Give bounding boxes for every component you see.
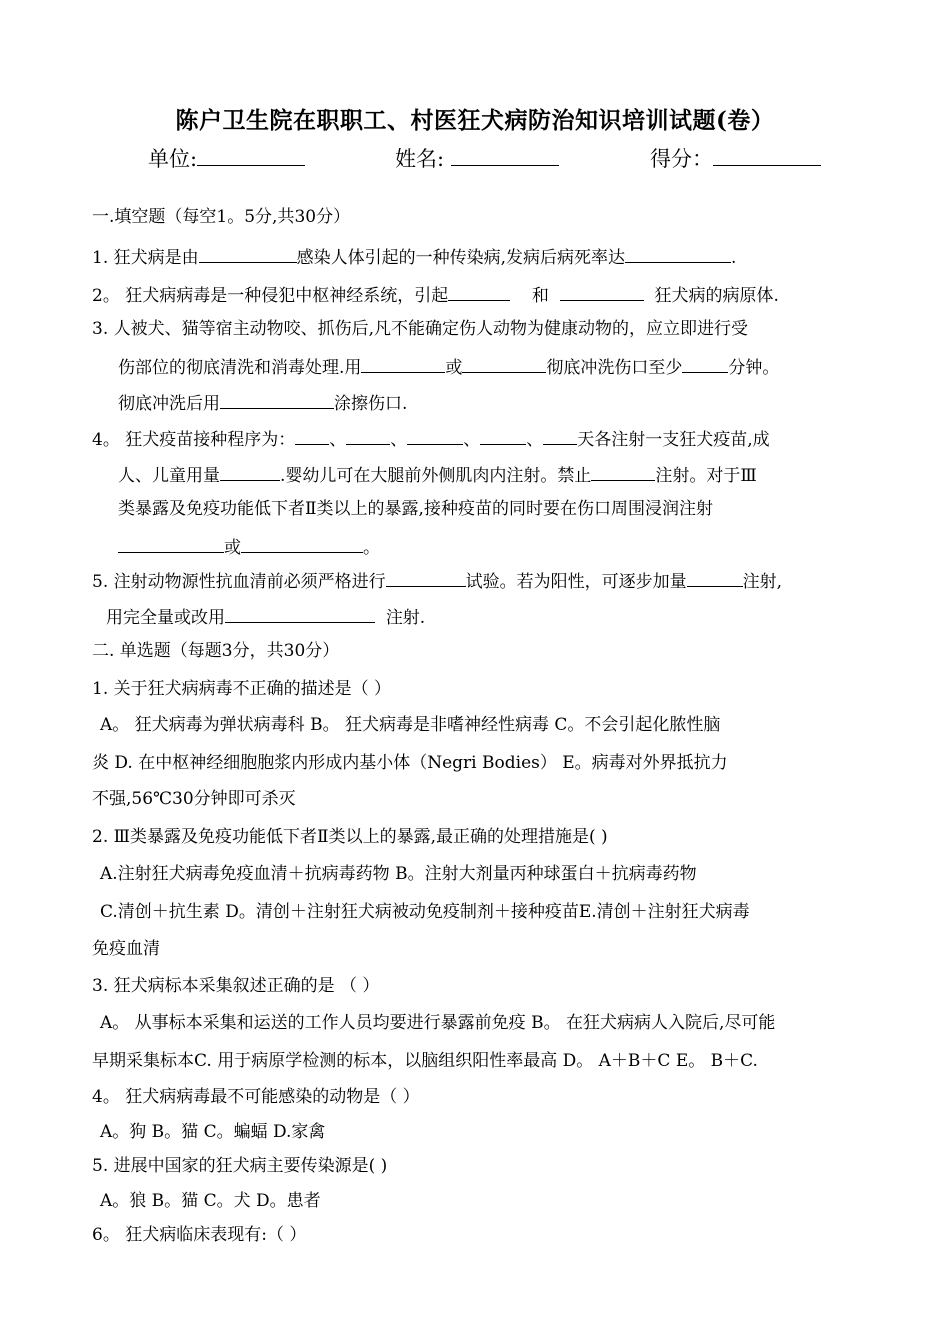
s1-q4-text-g: 。 [363,538,380,558]
s2-q1-stem: 1. 关于狂犬病病毒不正确的描述是（ ） [92,679,392,699]
s1-q5-text-b: 试验。若为阳性，可逐步加量 [465,572,687,592]
s1-q3-blank-2[interactable] [462,355,546,373]
s1-q4-blank-1[interactable] [295,427,329,445]
s1-q4-blank-8[interactable] [118,535,224,553]
s1-q5-blank-1[interactable] [386,569,466,587]
s1-q3-line1: 3. 人被犬、猫等宿主动物咬、抓伤后,凡不能确定伤人动物为健康动物的，应立即进行受 [92,319,749,339]
s1-q4-line1 [92,427,770,450]
s2-q4-options: A。狗 B。猫 C。蝙蝠 D.家禽 [100,1122,326,1142]
page-title: 陈户卫生院在职职工、村医狂犬病防治知识培训试题(卷） [175,107,775,134]
s1-q2-text-b: 和 [531,286,549,306]
s2-q2-options-line3: 免疫血清 [92,939,160,959]
s1-q4-blank-7[interactable] [591,463,655,481]
section1-heading: 一.填空题（每空1。5分,共30分） [92,207,351,227]
s1-q4-line4 [118,535,380,558]
s1-q3-blank-3[interactable] [682,355,728,373]
s1-q1-text-a: 1. 狂犬病是由 [92,248,199,268]
section2-heading: 二. 单选题（每题3分，共30分） [92,641,340,661]
s1-q5-text-a: 5. 注射动物源性抗血清前必须严格进行 [92,572,386,592]
s1-q4-sep-3: 、 [463,430,481,450]
s1-q3-text-b: 或 [445,358,463,378]
s1-q4-text-e: 注射。对于Ⅲ [655,466,757,486]
score-label: 得分： [650,147,713,171]
s1-q5-text-e: 注射. [385,608,426,628]
s1-q4-text-d: .婴幼儿可在大腿前外侧肌肉内注射。禁止 [280,466,592,486]
s1-q4-sep-2: 、 [390,430,408,450]
s2-q2-stem: 2. Ⅲ类暴露及免疫功能低下者Ⅱ类以上的暴露,最正确的处理措施是( ) [92,827,608,847]
s1-q3-text-e: 彻底冲洗后用 [118,394,220,414]
s2-q6-stem: 6。 狂犬病临床表现有:（ ） [92,1225,307,1245]
s2-q1-options-line2: 炎 D. 在中枢神经细胞胞浆内形成内基小体（Negri Bodies） E。病毒对外界抵抗力 [92,753,728,773]
s1-q3-blank-4[interactable] [220,391,334,409]
s1-q1 [92,245,736,268]
s1-q4-line2 [118,463,757,486]
name-label: 姓名: [395,147,445,171]
s1-q3-line2 [118,355,779,378]
score-field [650,143,821,173]
s1-q5-line2 [106,605,425,628]
s1-q4-blank-5[interactable] [543,427,577,445]
s1-q2-blank-1[interactable] [448,283,510,301]
s1-q3-text-f: 涂擦伤口. [334,394,408,414]
s2-q4-stem: 4。 狂犬病病毒最不可能感染的动物是（ ） [92,1087,420,1107]
s2-q2-options-line1: A.注射狂犬病毒免疫血清＋抗病毒药物 B。注射大剂量丙种球蛋白＋抗病毒药物 [100,864,697,884]
score-blank[interactable] [713,145,821,166]
s2-q5-options: A。狼 B。猫 C。犬 D。患者 [100,1191,321,1211]
s2-q3-options-line1: A。 从事标本采集和运送的工作人员均要进行暴露前免疫 B。 在狂犬病病人入院后,尽可能 [100,1013,776,1033]
s1-q5-text-c: 注射, [742,572,783,592]
name-blank[interactable] [451,145,559,166]
s1-q4-blank-6[interactable] [220,463,280,481]
s1-q5-line1 [92,569,782,592]
s1-q4-text-a: 4。 狂犬疫苗接种程序为： [92,430,296,450]
s1-q2-text-c: 狂犬病的病原体. [654,286,779,306]
unit-field [148,143,305,173]
s2-q5-stem: 5. 进展中国家的狂犬病主要传染源是( ) [92,1156,388,1176]
s1-q3-blank-1[interactable] [361,355,445,373]
s1-q2 [92,283,779,306]
s1-q4-blank-9[interactable] [241,535,363,553]
unit-blank[interactable] [197,145,305,166]
s2-q3-options-line2: 早期采集标本C. 用于病原学检测的标本，以脑组织阳性率最高 D。 A＋B＋C E。 B＋C. [92,1051,758,1071]
s1-q4-blank-2[interactable] [346,427,390,445]
unit-label: 单位: [148,147,198,171]
s1-q2-text-a: 2。 狂犬病病毒是一种侵犯中枢神经系统，引起 [92,286,449,306]
s2-q1-options-line1: A。 狂犬病毒为弹状病毒科 B。 狂犬病毒是非嗜神经性病毒 C。不会引起化脓性脑 [100,715,721,735]
s1-q1-blank-2[interactable] [625,245,731,263]
s2-q3-stem: 3. 狂犬病标本采集叙述正确的是 （ ） [92,976,380,996]
s1-q4-blank-4[interactable] [480,427,526,445]
s1-q3-line3 [118,391,407,414]
s1-q1-blank-1[interactable] [199,245,297,263]
s1-q3-text-a: 伤部位的彻底清洗和消毒处理.用 [118,358,362,378]
s1-q4-text-c: 人、儿童用量 [118,466,220,486]
name-field [395,143,559,173]
s1-q2-blank-2[interactable] [560,283,644,301]
s1-q1-text-b: 感染人体引起的一种传染病,发病后病死率达 [296,248,626,268]
s1-q5-blank-3[interactable] [225,605,375,623]
s1-q5-blank-2[interactable] [687,569,743,587]
s1-q4-line3: 类暴露及免疫功能低下者Ⅱ类以上的暴露,接种疫苗的同时要在伤口周围浸润注射 [118,499,713,519]
s1-q4-text-f: 或 [224,538,241,558]
s1-q4-blank-3[interactable] [407,427,463,445]
s1-q3-text-c: 彻底冲洗伤口至少 [546,358,683,378]
s1-q4-sep-1: 、 [329,430,347,450]
s1-q4-sep-4: 、 [526,430,544,450]
s1-q4-text-b: 天各注射一支狂犬疫苗,成 [577,430,770,450]
s2-q2-options-line2: C.清创＋抗生素 D。清创＋注射狂犬病被动免疫制剂＋接种疫苗E.清创＋注射狂犬病毒 [100,902,750,922]
s2-q1-options-line3: 不强,56℃30分钟即可杀灭 [92,789,296,809]
s1-q3-text-d: 分钟。 [728,358,780,378]
s1-q5-text-d: 用完全量或改用 [106,608,225,628]
s1-q1-text-c: . [731,248,737,268]
